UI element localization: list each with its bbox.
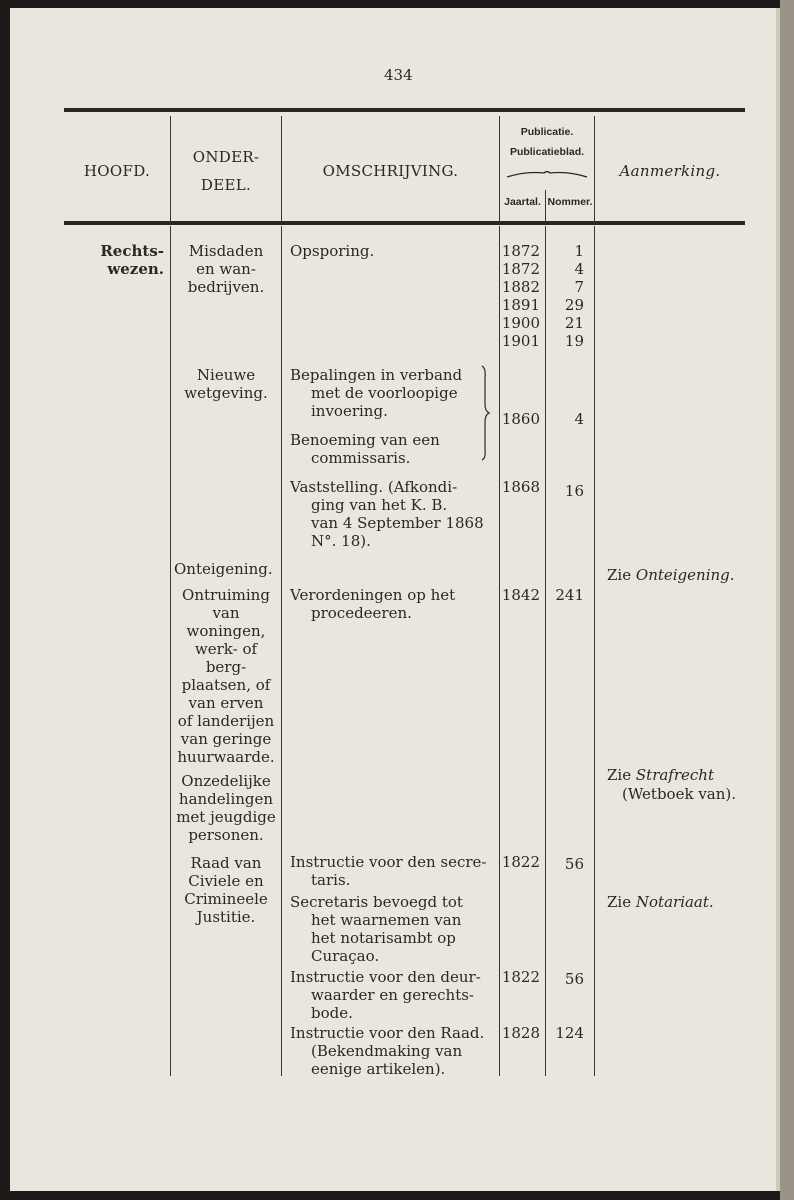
onteigening-aanmerking: Zie Onteigening.: [607, 566, 735, 584]
header-nommer: Nommer.: [547, 196, 593, 208]
secretaris-notarisambt: Secretaris bevoegd tot het waarnemen van het notarisambt op Curaçao.: [290, 893, 463, 965]
instructie-secretaris-nr: 56: [564, 855, 584, 873]
instructie-raad: Instructie voor den Raad. (Bekendmaking van eenige artikelen).: [290, 1024, 485, 1078]
vaststelling: Vaststelling. (Afkondi- ging van het K. B. van 4 September 1868 N°. 18).: [290, 478, 484, 550]
header-bottom-rule: [64, 221, 745, 225]
onderdeel-raad: Raad van Civiele en Crimineele Justitie.: [184, 854, 268, 926]
onderdeel-misdaden: Misdaden en wan- bedrijven.: [187, 242, 265, 296]
header-publicatie: Publicatie.: [520, 126, 574, 138]
col-divider-5: [594, 226, 595, 1076]
verordeningen-jaar: 1842: [501, 586, 540, 604]
instructie-deurwaarder-nr: 56: [564, 970, 584, 988]
header-hoofd: HOOFD.: [83, 162, 151, 180]
col-divider-2: [281, 226, 282, 1076]
secretaris-aanmerking: Zie Notariaat.: [607, 893, 714, 911]
opsporing-nr-list: 1 4 7 29 21 19: [564, 242, 584, 350]
vaststelling-nr: 16: [564, 482, 584, 500]
nieuwe-jaar: 1860: [501, 410, 540, 428]
benoeming: Benoeming van een commissaris.: [290, 431, 440, 467]
onderdeel-onzedelijke: Onzedelijke handelingen met jeugdige personen.: [176, 772, 276, 844]
col-divider-4: [545, 226, 546, 1076]
instructie-deurwaarder: Instructie voor den deur- waarder en gerechts- bode.: [290, 968, 481, 1022]
col-divider-1-header: [170, 116, 171, 222]
header-jaartal: Jaartal.: [504, 196, 541, 208]
onzedelijke-aanmerking: Zie Strafrecht: [607, 766, 714, 784]
opsporing-jaar-list: 1872 1872 1882 1891 1900 1901: [501, 242, 540, 350]
header-onderdeel-line2: DEEL.: [200, 176, 252, 194]
nieuwe-nr: 4: [574, 410, 584, 428]
vaststelling-jaar: 1868: [501, 478, 540, 496]
instructie-raad-jaar: 1828: [501, 1024, 540, 1042]
header-brace-icon: [506, 168, 588, 180]
hoofd-rechtswezen-line1: Rechts-: [100, 242, 164, 260]
onzedelijke-aanmerking-line2: (Wetboek van).: [622, 785, 737, 803]
instructie-deurwaarder-jaar: 1822: [501, 968, 540, 986]
verordeningen: Verordeningen op het procedeeren.: [290, 586, 456, 622]
header-aanmerking: Aanmerking.: [619, 162, 721, 180]
instructie-raad-nr: 124: [555, 1024, 584, 1042]
brace-icon: [478, 364, 492, 462]
bepalingen: Bepalingen in verband met de voorloopige invoering.: [290, 366, 463, 420]
hoofd-rechtswezen-line2: wezen.: [107, 260, 164, 278]
col-divider-3: [499, 226, 500, 1076]
header-onderdeel-line1: ONDER-: [192, 148, 260, 166]
instructie-secretaris: Instructie voor den secre- taris.: [290, 853, 487, 889]
header-publicatieblad: Publicatieblad.: [509, 146, 585, 158]
onderdeel-ontruiming: Ontruiming van woningen, werk- of berg- plaatsen, of van erven of landerijen van geringe huurwaarde.: [177, 586, 275, 766]
book-binding: [780, 0, 794, 1200]
header-top-rule: [64, 108, 745, 112]
onderdeel-onteigening: Onteigening.: [174, 560, 273, 578]
verordeningen-nr: 241: [555, 586, 584, 604]
opsporing: Opsporing.: [290, 242, 375, 260]
page-number: 434: [384, 66, 413, 84]
onderdeel-nieuwe-wetgeving: Nieuwe wetgeving.: [184, 366, 268, 402]
instructie-secretaris-jaar: 1822: [501, 853, 540, 871]
header-omschrijving: OMSCHRIJVING.: [322, 162, 459, 180]
